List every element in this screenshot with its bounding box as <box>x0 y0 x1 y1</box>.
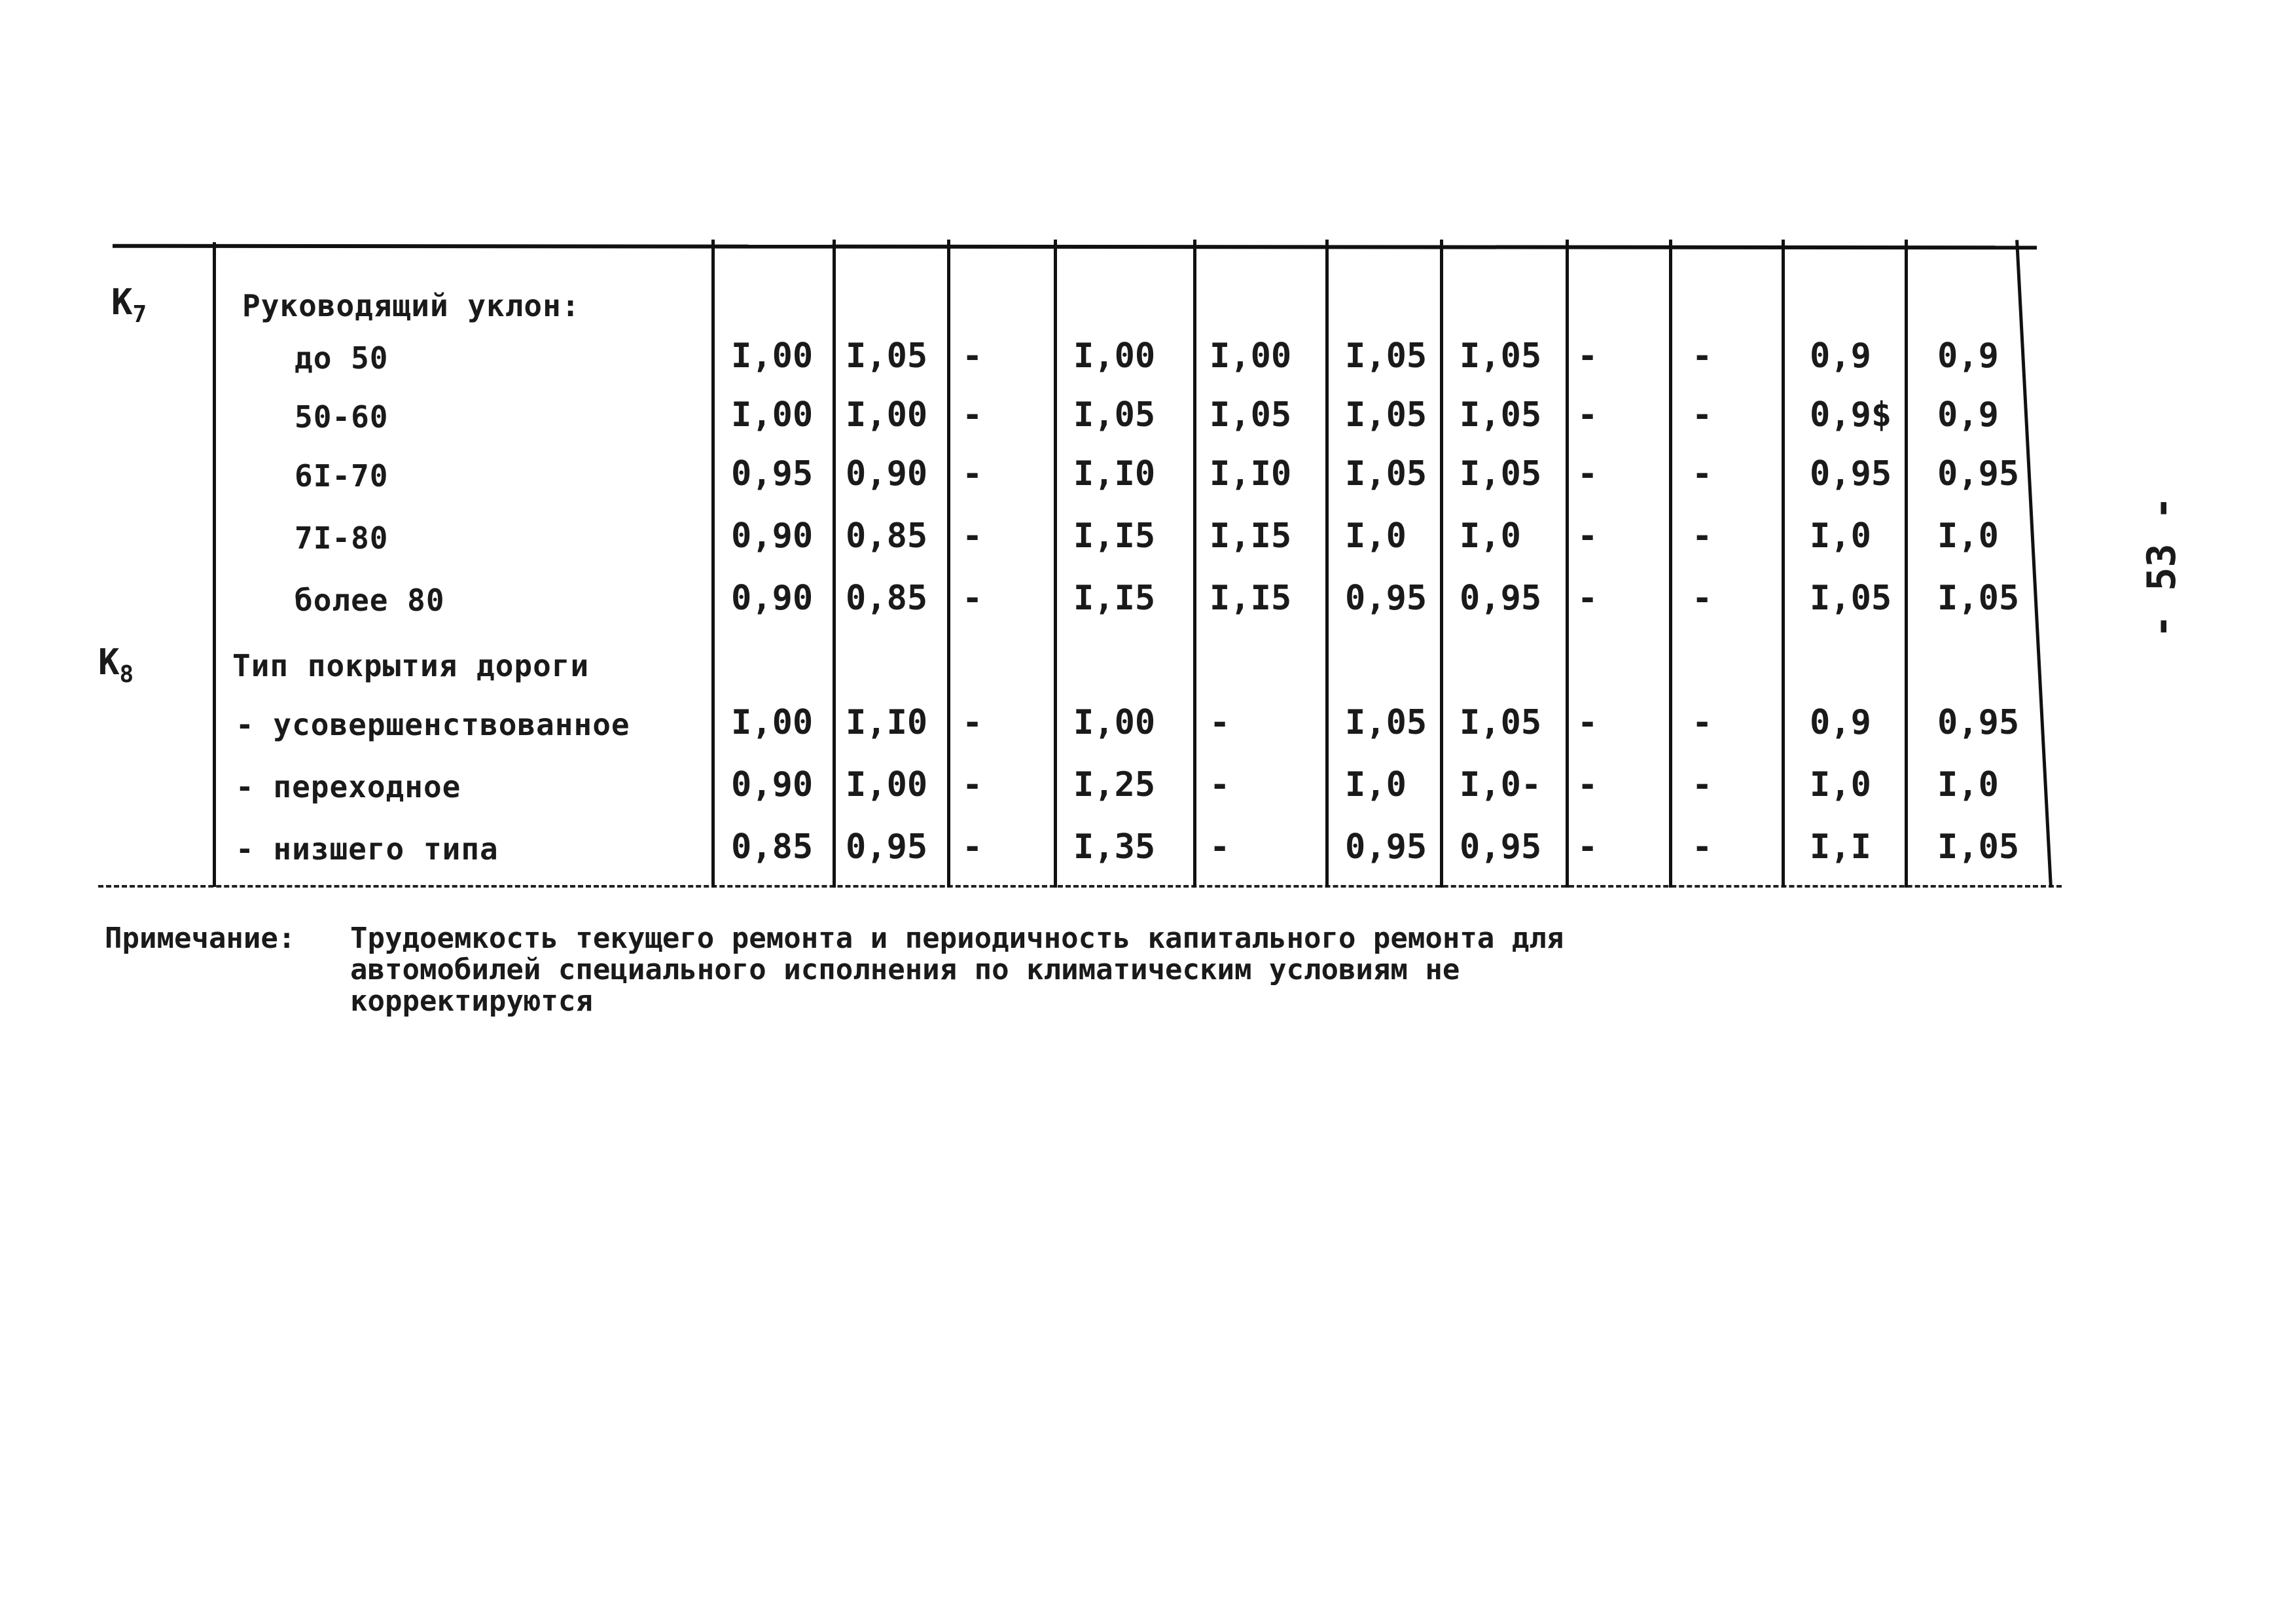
table-cell: 0,9$ <box>1810 395 1892 435</box>
table-cell: - <box>1577 395 1598 435</box>
table-cell: I,I5 <box>1073 516 1156 556</box>
table-cell: I,05 <box>1937 827 2020 867</box>
table-cell: I,I0 <box>1073 454 1156 494</box>
table-cell: I,0 <box>1460 516 1521 556</box>
table-cell: I,I5 <box>1210 579 1292 618</box>
table-cell: - <box>1692 827 1713 867</box>
table-cell: 0,95 <box>1345 579 1427 618</box>
table-cell: I,0 <box>1937 516 1999 556</box>
table-cell: 0,9 <box>1810 336 1871 376</box>
table-cell: I,05 <box>1460 703 1542 742</box>
table-cell: 0,95 <box>1460 827 1542 867</box>
table-cell: I,05 <box>1345 336 1427 376</box>
table-cell: - <box>1210 827 1230 867</box>
table-cell: - <box>1577 827 1598 867</box>
table-cell: I,I0 <box>1210 454 1292 494</box>
coefficient-letter: K <box>98 641 120 683</box>
table-column-rule <box>213 242 216 887</box>
table-cell: I,00 <box>731 395 814 435</box>
group-heading: Тип покрытия дороги <box>232 648 590 683</box>
table-cell: - <box>962 454 983 494</box>
table-cell: 0,9 <box>1937 395 1999 435</box>
table-cell: 0,95 <box>731 454 814 494</box>
row-label: - низшего типа <box>236 831 499 867</box>
table-top-rule <box>113 244 2037 250</box>
table-cell: - <box>962 395 983 435</box>
table-cell: I,00 <box>1073 336 1156 376</box>
table-column-rule <box>947 240 950 888</box>
row-label: 7I-80 <box>295 520 389 556</box>
table-cell: I,05 <box>1937 579 2020 618</box>
table-cell: 0,95 <box>1937 454 2020 494</box>
table-cell: 0,90 <box>731 579 814 618</box>
table-cell: - <box>962 703 983 742</box>
table-cell: - <box>962 765 983 804</box>
table-cell: I,25 <box>1073 765 1156 804</box>
note-label: Примечание: <box>105 922 296 955</box>
table-cell: I,0 <box>1345 765 1407 804</box>
table-cell: I,0- <box>1460 765 1542 804</box>
table-cell: - <box>962 336 983 376</box>
table-cell: - <box>1210 765 1230 804</box>
table-cell: 0,85 <box>846 579 928 618</box>
table-cell: I,I0 <box>846 703 928 742</box>
table-cell: I,05 <box>1460 336 1542 376</box>
table-cell: I,05 <box>1810 579 1892 618</box>
table-column-rule <box>1193 240 1196 888</box>
table-cell: I,I5 <box>1073 579 1156 618</box>
table-cell: I,0 <box>1937 765 1999 804</box>
table-cell: I,I5 <box>1210 516 1292 556</box>
table-cell: 0,95 <box>1810 454 1892 494</box>
coefficient-subscript: 7 <box>132 300 147 328</box>
table-cell: - <box>1577 765 1598 804</box>
table-cell: I,00 <box>731 703 814 742</box>
table-cell: - <box>962 579 983 618</box>
table-column-rule <box>1669 240 1672 888</box>
table-cell: I,00 <box>846 765 928 804</box>
table-column-rule <box>833 240 836 888</box>
table-cell: I,00 <box>1210 336 1292 376</box>
table-cell: I,00 <box>846 395 928 435</box>
table-cell: 0,95 <box>846 827 928 867</box>
table-bottom-rule <box>98 885 2062 888</box>
coefficient-symbol <box>111 281 147 328</box>
table-cell: 0,85 <box>731 827 814 867</box>
table-cell: I,0 <box>1810 516 1871 556</box>
table-cell: - <box>1577 336 1598 376</box>
table-cell: - <box>1210 703 1230 742</box>
table-column-rule <box>1325 240 1329 888</box>
row-label: 6I-70 <box>295 458 389 494</box>
table-cell: - <box>1692 579 1713 618</box>
coefficient-symbol <box>98 641 134 688</box>
table-cell: - <box>1692 454 1713 494</box>
group-heading: Руководящий уклон: <box>242 288 581 323</box>
table-cell: - <box>962 827 983 867</box>
table-cell: I,0 <box>1810 765 1871 804</box>
table-column-rule <box>1566 240 1569 888</box>
row-label: 50-60 <box>295 399 389 435</box>
coefficient-letter: K <box>111 281 133 323</box>
table-cell: 0,95 <box>1345 827 1427 867</box>
table-column-rule <box>1905 240 1908 888</box>
table-cell: - <box>962 516 983 556</box>
table-column-rule <box>1782 240 1785 888</box>
table-column-rule <box>2015 240 2053 888</box>
table-cell: - <box>1577 703 1598 742</box>
table-cell: 0,95 <box>1937 703 2020 742</box>
coefficient-subscript: 8 <box>119 660 134 688</box>
table-cell: I,05 <box>1210 395 1292 435</box>
note-text: Трудоемкость текущего ремонта и периодичность капитального ремонта для автомобилей специального исполнения по климатическим условиям не корректируются <box>350 922 1564 1018</box>
table-cell: I,05 <box>846 336 928 376</box>
table-cell: I,05 <box>1345 395 1427 435</box>
table-cell: I,0 <box>1345 516 1407 556</box>
page-number: - 53 - <box>2139 496 2185 638</box>
table-cell: - <box>1692 395 1713 435</box>
table-cell: I,00 <box>1073 703 1156 742</box>
table-cell: - <box>1577 579 1598 618</box>
row-label: - переходное <box>236 769 461 804</box>
table-cell: I,35 <box>1073 827 1156 867</box>
table-cell: I,I <box>1810 827 1871 867</box>
table-cell: - <box>1692 336 1713 376</box>
row-label: до 50 <box>295 340 389 376</box>
table-cell: I,05 <box>1345 454 1427 494</box>
row-label: - усовершенствованное <box>236 707 630 742</box>
table-column-rule <box>711 240 715 888</box>
row-label: более 80 <box>295 583 445 618</box>
table-cell: - <box>1692 516 1713 556</box>
table-cell: 0,95 <box>1460 579 1542 618</box>
table-cell: I,00 <box>731 336 814 376</box>
table-column-rule <box>1440 240 1443 888</box>
table-cell: - <box>1692 765 1713 804</box>
table-cell: I,05 <box>1345 703 1427 742</box>
table-cell: 0,90 <box>846 454 928 494</box>
table-column-rule <box>1054 240 1057 888</box>
table-cell: 0,90 <box>731 516 814 556</box>
table-cell: - <box>1577 516 1598 556</box>
table-cell: - <box>1692 703 1713 742</box>
table-cell: 0,9 <box>1810 703 1871 742</box>
table-cell: 0,90 <box>731 765 814 804</box>
table-cell: 0,85 <box>846 516 928 556</box>
table-cell: I,05 <box>1460 454 1542 494</box>
table-cell: - <box>1577 454 1598 494</box>
table-cell: I,05 <box>1460 395 1542 435</box>
table-cell: 0,9 <box>1937 336 1999 376</box>
table-cell: I,05 <box>1073 395 1156 435</box>
